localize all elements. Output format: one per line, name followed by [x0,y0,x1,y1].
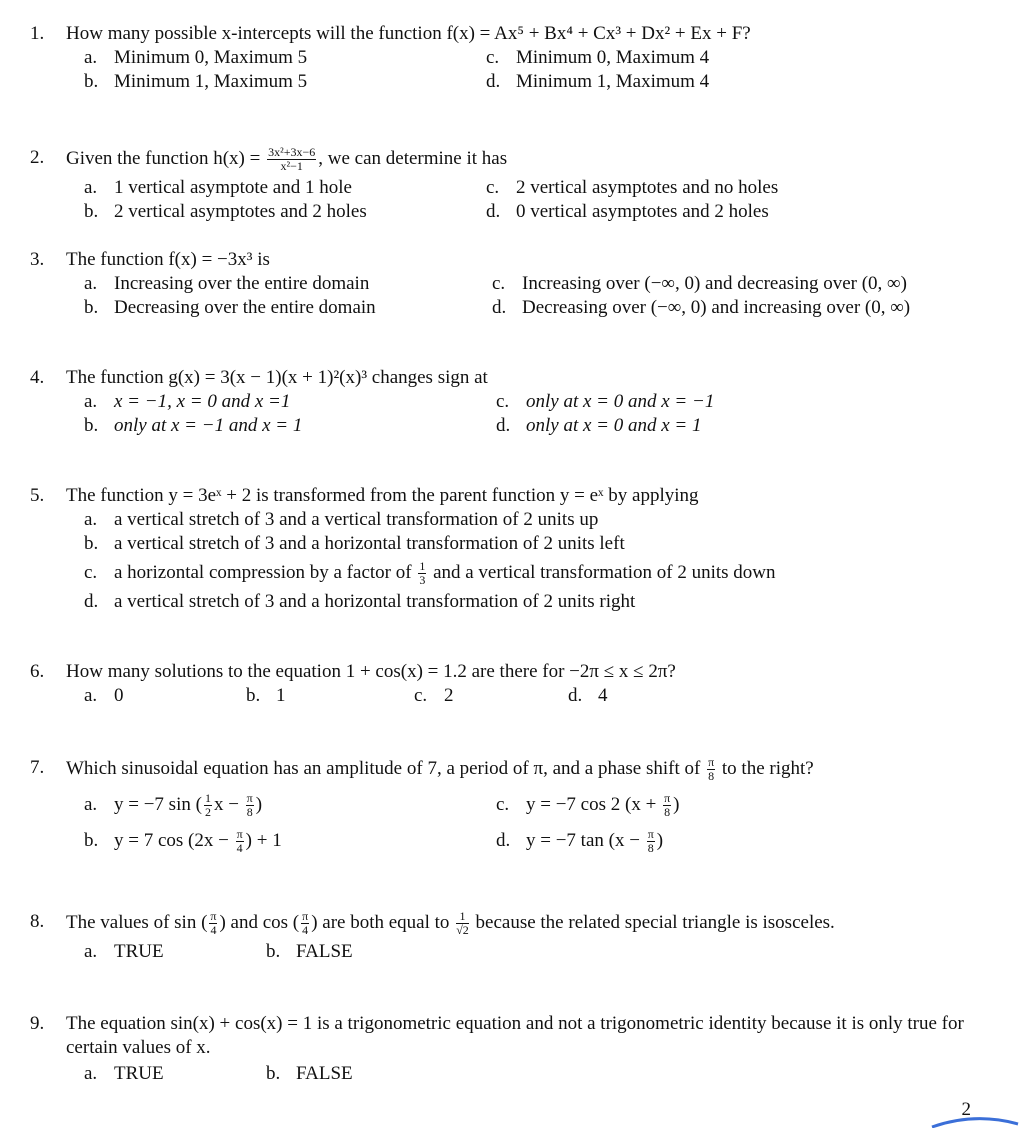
option-b[interactable]: b. Decreasing over the entire domain [84,297,376,318]
option-a[interactable]: a. TRUE [84,1063,164,1084]
option-a[interactable]: a. 0 [84,685,124,706]
question-number: 4. [30,367,45,388]
question-number: 9. [30,1013,45,1034]
question-number: 2. [30,147,45,168]
question-number: 6. [30,661,45,682]
fraction: $\frac{\pi}{8}$ [246,791,253,819]
option-d[interactable]: d. Minimum 1, Maximum 4 [486,71,710,92]
question-stem: How many possible x-intercepts will the function f(x) = Ax⁵ + Bx⁴ + Cx³ + Dx² + Ex + F? [66,23,751,44]
option-d[interactable]: d. y = −7 tan (x − $\frac{\pi}{8}$ ) [496,827,664,855]
question-stem: Given the function h(x) = $\frac{\text{3x²+3x−6}}{\text{x²−1}}$ , we can determine it has [66,145,508,173]
fraction: $\frac{\pi}{8}$ [664,791,671,819]
option-c[interactable]: c. only at x = 0 and x = −1 [496,391,715,412]
option-d[interactable]: d. only at x = 0 and x = 1 [496,415,702,436]
option-b[interactable]: b. FALSE [266,941,353,962]
fraction: $\frac{1}{√2}$ [456,909,469,937]
option-a[interactable]: a. TRUE [84,941,164,962]
question-stem: The function y = 3eˣ + 2 is transformed from the parent function y = eˣ by applying [66,485,699,506]
option-c[interactable]: c. Increasing over (−∞, 0) and decreasing over (0, ∞) [492,273,907,294]
fraction: $\frac{\pi}{4}$ [236,827,243,855]
fraction: $\frac{\pi}{4}$ [302,909,309,937]
fraction: $\frac{\pi}{4}$ [210,909,217,937]
option-d[interactable]: d. 0 vertical asymptotes and 2 holes [486,201,769,222]
decorative-swoosh [930,1114,1020,1128]
fraction: $\frac{\pi}{8}$ [708,755,715,783]
page-number: 2 [961,1099,971,1120]
question-number: 1. [30,23,45,44]
question-number: 8. [30,911,45,932]
option-c[interactable]: c. 2 vertical asymptotes and no holes [486,177,779,198]
option-b[interactable]: b. y = 7 cos (2x − $\frac{\pi}{4}$ ) + 1 [84,827,282,855]
option-a[interactable]: a. y = −7 sin ( $\frac{1}{2}$ x − $\frac{\pi}{8}$ ) [84,791,263,819]
question-stem: The equation sin(x) + cos(x) = 1 is a trigonometric equation and not a trigonometric identity because it is only true for certain values of x. [66,1013,964,1058]
option-c[interactable]: c. a horizontal compression by a factor of $\frac{1}{3}$ and a vertical transformation of 2 units down [84,559,776,587]
fraction: $\frac{1}{2}$ [204,791,211,819]
option-b[interactable]: b. 2 vertical asymptotes and 2 holes [84,201,367,222]
fraction: $\frac{\pi}{8}$ [647,827,654,855]
option-a[interactable]: a. Minimum 0, Maximum 5 [84,47,308,68]
question-stem: Which sinusoidal equation has an amplitude of 7, a period of π, and a phase shift of $\frac{\pi}{8}$ to the right? [66,755,814,783]
question-number: 7. [30,757,45,778]
question-number: 5. [30,485,45,506]
option-c[interactable]: c. Minimum 0, Maximum 4 [486,47,710,68]
option-d[interactable]: d. a vertical stretch of 3 and a horizontal transformation of 2 units right [84,591,636,612]
question-stem: The values of sin ( $\frac{\pi}{4}$ ) and cos ( $\frac{\pi}{4}$ ) are both equal to $\frac{1}{√2}$ because the related special triangle is isosceles. [66,909,835,937]
question-stem: The function g(x) = 3(x − 1)(x + 1)²(x)³ changes sign at [66,367,488,388]
question-number: 3. [30,249,45,270]
option-b[interactable]: b. FALSE [266,1063,353,1084]
option-a[interactable]: a. 1 vertical asymptote and 1 hole [84,177,352,198]
option-b[interactable]: b. Minimum 1, Maximum 5 [84,71,308,92]
fraction: $\frac{1}{3}$ [419,559,426,587]
option-a[interactable]: a. Increasing over the entire domain [84,273,370,294]
option-a[interactable]: a. x = −1, x = 0 and x =1 [84,391,291,412]
option-d[interactable]: d. Decreasing over (−∞, 0) and increasing over (0, ∞) [492,297,911,318]
option-c[interactable]: c. 2 [414,685,454,706]
option-c[interactable]: c. y = −7 cos 2 (x + $\frac{\pi}{8}$ ) [496,791,680,819]
option-a[interactable]: a. a vertical stretch of 3 and a vertical transformation of 2 units up [84,509,599,530]
fraction: $\frac{\text{3x²+3x−6}}{\text{x²−1}}$ [268,145,316,173]
question-stem: The function f(x) = −3x³ is [66,249,270,270]
question-stem: How many solutions to the equation 1 + cos(x) = 1.2 are there for −2π ≤ x ≤ 2π? [66,661,676,682]
option-b[interactable]: b. a vertical stretch of 3 and a horizontal transformation of 2 units left [84,533,625,554]
option-b[interactable]: b. only at x = −1 and x = 1 [84,415,303,436]
option-b[interactable]: b. 1 [246,685,286,706]
option-d[interactable]: d. 4 [568,685,608,706]
